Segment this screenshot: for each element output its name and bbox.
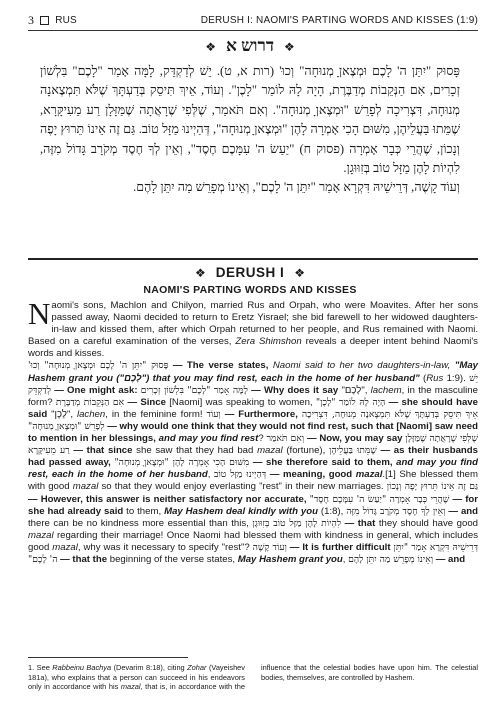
term-italic: lachen xyxy=(76,408,106,420)
hebrew-phrase: וְאֵין לְךָ חֶסֶד מְקֹרָב גָּדוֹל מִזֶּה xyxy=(346,505,446,517)
section-title: DERUSH I: NAOMI'S PARTING WORDS AND KISSES (1:9) xyxy=(200,14,478,26)
term-italic: mazal xyxy=(28,529,54,541)
commentary-text: , in the feminine form! xyxy=(105,408,207,420)
commentary-text: (fortune), xyxy=(282,445,329,457)
running-head xyxy=(28,10,478,31)
verse-quote: May Hashem deal kindly with you xyxy=(164,505,318,517)
commentary-text: .[1] She blessed them with good xyxy=(28,469,479,493)
hebrew-phrase: שֶׁלְּפִי שֶׁרָאֲתָה שֶׁמַּזָּלָן רַע מֵעִיקָּרָא xyxy=(28,433,478,457)
footnote-text: (Devarim 8:18), citing xyxy=(111,663,188,672)
footnote-rule xyxy=(28,657,188,658)
hebrew-phrase: יֵשׁ לְדַקְדֵּק xyxy=(28,372,478,396)
commentary-text: there can be no kindness more essential than this, xyxy=(28,517,253,529)
hebrew-paragraph: פָּסוּק "יִתֵּן ה' לָכֶם וּמְצֶאןָ מְנוּחָה" וְכוּ' (רות א, ט). יֵשׁ לְדַקְדֵּק, לָמָּה אָמַר "לָכֶם" בִּלְשׁוֹן זְכָרִים, אִם הַנְּקֵבוֹת מְדַבֶּרֶת, הָיָה לָהּ לוֹמַר "לָכֶן". וְעוֹד, אֵיךְ תִּיסֵק בְּדַעְתָּךְ שֶׁלֹּא תִּמְצֶאנָה מְנוּחָה, דִּצְרִיכָה לְפָרֵשׁ "וּמְצֶאןָ מְנוּחָה". וְאִם תֹּאמַר, שֶׁלְּפִי שֶׁרָאֲתָה שֶׁמַּזָּלָן רַע מֵעִיקָּרָא, שֶׁמֵּתוּ בַּעֲלֵיהֶן, מִשּׁוּם הָכִי אָמְרָה לָהֶן "וּמְצֶאןָ מְנוּחָה", דְּהַיְינוּ מַזָּל טוֹב. גַּם זֶה אֵינוֹ תֵּרוּץ יָפֶה וְנָכוֹן, שֶׁהֲרֵי כְּבָר אָמְרָה (פסוק ח) "יַעַשׂ ה' עִמָּכֶם חֶסֶד", וְאֵין לְךָ חֶסֶד מְקֹרָב גָּדוֹל מִזֶּה, לִהְיוֹת לָהֶן מַזָּל טוֹב בְּזִוּוּגָן. xyxy=(40,64,460,176)
gloss-bold: — Now, you may say xyxy=(304,433,406,445)
hebrew-text xyxy=(40,62,460,198)
commentary-text: 1:9). xyxy=(443,372,470,384)
verse-quote: and may you find rest, each in the home of her husband xyxy=(28,457,478,481)
commentary-text: [Naomi] was speaking to women, xyxy=(165,396,316,408)
hebrew-phrase: פָּסוּק "יִתֵּן ה' לָכֶם וּמְצֶאןָ מְנוּחָה" וְכוּ' xyxy=(28,360,169,372)
commentary-text: ( xyxy=(419,372,427,384)
hebrew-phrase: לִהְיוֹת לָהֶן מַזָּל טוֹב בְּזִוּוּגָן xyxy=(252,517,342,529)
commentary-text: (1:8), xyxy=(317,505,347,517)
gloss-bold: — Since xyxy=(124,396,166,408)
drop-cap: N xyxy=(28,296,51,331)
footnote-term: mazal xyxy=(120,682,141,692)
gloss-bold: — as their husbands had passed away, xyxy=(28,445,478,469)
hebrew-title-block xyxy=(0,36,500,56)
page-number: 3 xyxy=(28,12,35,27)
english-title-block xyxy=(0,264,500,282)
running-head-left xyxy=(28,13,77,28)
intro-paragraph xyxy=(28,296,478,360)
gloss-bold: — Why does it say xyxy=(247,384,342,396)
right-ornament-icon: ❖ xyxy=(294,266,306,280)
gloss-bold: — It is further difficult xyxy=(286,541,394,553)
commentary-text: "לָכֶן", xyxy=(51,408,77,420)
commentary-text: , in the masculine form? xyxy=(28,384,478,408)
gloss-bold: — that since xyxy=(69,445,133,457)
hebrew-phrase: שֶׁמֵּתוּ בַּעֲלֵיהֶן xyxy=(328,445,377,457)
hebrew-phrase: וְעוֹד קָשֶׁה xyxy=(252,541,287,553)
hebrew-phrase: אֵיךְ תִּיסֵק בְּדַעְתָּךְ שֶׁלֹּא תִּמְצֶאנָה מְנוּחָה, דִּצְרִיכָה לְפָרֵשׁ "וּמְצֶאןָ מְנוּחָה" xyxy=(28,408,478,432)
footnote-paragraph xyxy=(28,663,478,692)
section-divider xyxy=(28,258,478,260)
term-italic: mazal xyxy=(52,541,78,553)
footnote-source: Zohar xyxy=(187,663,207,672)
gloss-bold: — for she had already said xyxy=(28,493,478,517)
gloss-bold: — she should have said xyxy=(28,396,478,420)
gloss-bold: — The verse states, xyxy=(168,360,273,372)
left-ornament-icon: ❖ xyxy=(194,266,206,280)
footnote-text: , that is, in accordance with the influence that the celestial bodies have upon him. The celestial bodies, themselves, are controlled by Hashem. xyxy=(140,663,478,692)
verse-quote: "May Hashem grant you ("לָכֶם") that you may find rest, each in the home of her husband" xyxy=(28,360,478,384)
hebrew-phrase: שֶׁהֲרֵי כְּבָר אָמְרָה "יַעַשׂ ה' עִמָּכֶם חֶסֶד" xyxy=(309,493,450,505)
commentary-text: , xyxy=(342,553,349,565)
term-italic: mazal xyxy=(257,445,283,457)
commentary-text: regarding their marriage! Once Naomi had blessed them with kindness in general, which includes good xyxy=(28,529,478,553)
term-italic: lachem xyxy=(370,384,402,396)
hebrew-phrase: וְעוֹד xyxy=(206,408,221,420)
hebrew-phrase: הָיָה לָהּ לוֹמַר "לָכֶן" xyxy=(315,396,386,408)
square-ornament-icon xyxy=(40,16,49,25)
term-italic: Rus xyxy=(426,372,444,384)
gloss-bold: — she therefore said to them, xyxy=(249,457,397,469)
intro-text: aomi's sons, Machlon and Chilyon, married Rus and Orpah, who were Moavites. After her sons passed away, Naomi decided to return to Eretz Yisrael; she bid farewell to her widowed daughters-in-law and kissed them, after which Orpah returned to her people, and Rus remained with Naomi. Based on a careful examination of the verses, xyxy=(28,300,478,348)
commentary-text: to them, xyxy=(123,505,165,517)
hebrew-paragraph-2: וְעוֹד קָשֶׁה, דְּרֵישֵׁיהּ דִּקְרָא אָמַר "יִתֵּן ה' לָכֶם", וְאֵינוֹ מְפָרֵשׁ מַה יִתֵּן לָהֶם. xyxy=(133,180,460,195)
hebrew-phrase: וְאֵינוֹ מְפָרֵשׁ מַה יִתֵּן לָהֶם xyxy=(348,553,434,565)
gloss-bold: — One might ask: xyxy=(50,384,141,396)
hebrew-title: דרוש א xyxy=(225,36,275,55)
commentary-text: , xyxy=(207,469,215,481)
commentary-text: , why was it necessary to specify "rest"? xyxy=(77,541,253,553)
english-subtitle: NAOMI'S PARTING WORDS AND KISSES xyxy=(143,284,357,296)
gloss-bold: — and xyxy=(445,505,479,517)
commentary-text: ? xyxy=(258,433,267,445)
hebrew-phrase: דְּרֵישֵׁיהּ דִּקְרָא אָמַר "יִתֵּן ה' לָכֶם" xyxy=(28,541,479,565)
verse-quote: and may you find rest xyxy=(158,433,259,445)
gloss-bold: — meaning, good xyxy=(266,469,356,481)
gloss-bold: — and xyxy=(433,553,466,565)
gloss-bold: — that the xyxy=(57,553,108,565)
term-italic: Naomi said to her two daughters-in-law, xyxy=(272,360,455,372)
right-ornament-icon: ❖ xyxy=(284,40,295,54)
hebrew-phrase: אִם הַנְּקֵבוֹת מְדַבֶּרֶת xyxy=(55,396,125,408)
english-text xyxy=(28,296,479,566)
hebrew-phrase: לָמָּה אָמַר "לָכֶם" בִּלְשׁוֹן זְכָרִים xyxy=(140,384,248,396)
hebrew-phrase: גַּם זֶה אֵינוֹ תֵּרוּץ יָפֶה וְנָכוֹן xyxy=(386,481,478,493)
commentary-text: "לָכֶם", xyxy=(341,384,371,396)
gloss-bold: — that xyxy=(341,517,376,529)
commentary-text: beginning of the verse states, xyxy=(107,553,238,565)
hebrew-phrase: וְאִם תֹּאמַר xyxy=(266,433,305,445)
commentary-text: they should have good xyxy=(375,517,479,529)
footnote-text: (Vayeishev 181a), who explains that a person can succeed in his endeavors only in accordance with his xyxy=(28,663,245,692)
left-ornament-icon: ❖ xyxy=(205,40,216,54)
footnote-source: Rabbeinu Bachya xyxy=(52,663,112,672)
commentary-text: she saw that they had bad xyxy=(132,445,258,457)
hebrew-phrase: דְּהַיְינוּ מַזָּל טוֹב xyxy=(214,469,267,481)
term-italic: mazal xyxy=(72,481,99,493)
gloss-bold: — why would one think that they would not find rest, such that [Naomi] saw need to mention in her blessings, xyxy=(28,420,478,445)
commentary-text: so that they would enjoy everlasting "rest" in their new marriages. xyxy=(98,481,387,493)
book-title: RUS xyxy=(55,14,77,26)
verse-quote: mazal xyxy=(355,469,383,481)
intro-book-name: Zera Shimshon xyxy=(235,336,302,348)
commentary-paragraph xyxy=(28,360,478,566)
footnote xyxy=(28,663,478,692)
verse-quote: May Hashem grant you xyxy=(237,553,343,565)
intro-text-end: reveals a deeper intent behind Naomi's words and kisses. xyxy=(28,336,478,360)
hebrew-phrase: מִשּׁוּם הָכִי אָמְרָה לָהֶן "וּמְצֶאןָ מְנוּחָה" xyxy=(114,457,250,469)
english-title: DERUSH I xyxy=(215,265,285,280)
gloss-bold: — However, this answer is neither satisfactory nor accurate, xyxy=(28,493,310,505)
footnote-text: 1. See xyxy=(28,663,53,672)
gloss-bold: — Furthermore, xyxy=(220,408,302,420)
